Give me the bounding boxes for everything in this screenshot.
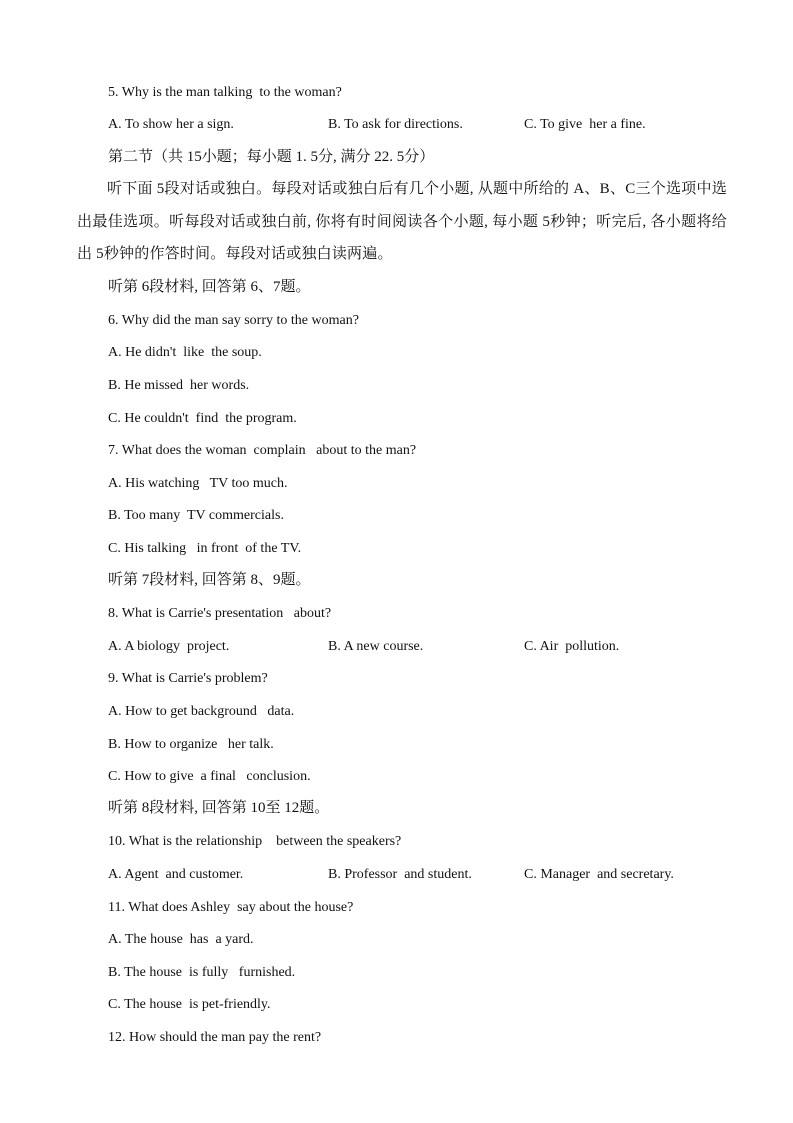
q9-option-a: A. How to get background data.: [108, 704, 295, 719]
q5-option-a: A. To show her a sign.: [108, 117, 234, 132]
question-12: 12. How should the man pay the rent?: [108, 1030, 322, 1045]
q5-option-b: B. To ask for directions.: [328, 117, 463, 132]
question-11: 11. What does Ashley say about the house?: [108, 900, 354, 915]
q9-option-b: B. How to organize her talk.: [108, 737, 274, 752]
question-9: 9. What is Carrie's problem?: [108, 671, 268, 686]
question-6: 6. Why did the man say sorry to the woman?: [108, 313, 359, 328]
question-7: 7. What does the woman complain about to the man?: [108, 443, 417, 458]
q11-option-b: B. The house is fully furnished.: [108, 965, 296, 980]
group-7-label: 听第 7段材料, 回答第 8、9题。: [108, 572, 311, 588]
q7-option-c: C. His talking in front of the TV.: [108, 541, 302, 556]
q7-option-a: A. His watching TV too much.: [108, 476, 288, 491]
q9-option-c: C. How to give a final conclusion.: [108, 769, 311, 784]
question-5: 5. Why is the man talking to the woman?: [108, 85, 342, 100]
section-2-instructions: 听下面 5段对话或独白。每段对话或独白后有几个小题, 从题中所给的 A、B、C三个选项中选出最佳选项。听每段对话或独白前, 你将有时间阅读各个小题, 每小题 5秒钟；听完后, 各小题将给出 5秒钟的作答时间。每段对话或独白读两遍。: [77, 181, 727, 262]
q11-option-a: A. The house has a yard.: [108, 932, 254, 947]
q6-option-a: A. He didn't like the soup.: [108, 345, 262, 360]
group-6-label: 听第 6段材料, 回答第 6、7题。: [108, 279, 311, 295]
q10-option-c: C. Manager and secretary.: [524, 867, 674, 882]
q10-option-a: A. Agent and customer.: [108, 867, 244, 882]
question-10: 10. What is the relationship between the speakers?: [108, 834, 402, 849]
q6-option-b: B. He missed her words.: [108, 378, 250, 393]
section-2-heading: 第二节（共 15小题；每小题 1. 5分, 满分 22. 5分）: [108, 149, 435, 165]
q7-option-b: B. Too many TV commercials.: [108, 508, 284, 523]
q11-option-c: C. The house is pet-friendly.: [108, 997, 271, 1012]
q8-option-b: B. A new course.: [328, 639, 424, 654]
question-8: 8. What is Carrie's presentation about?: [108, 606, 332, 621]
q10-option-b: B. Professor and student.: [328, 867, 472, 882]
q6-option-c: C. He couldn't find the program.: [108, 411, 297, 426]
q8-option-c: C. Air pollution.: [524, 639, 620, 654]
q8-option-a: A. A biology project.: [108, 639, 230, 654]
q5-option-c: C. To give her a fine.: [524, 117, 646, 132]
group-8-label: 听第 8段材料, 回答第 10至 12题。: [108, 800, 330, 816]
